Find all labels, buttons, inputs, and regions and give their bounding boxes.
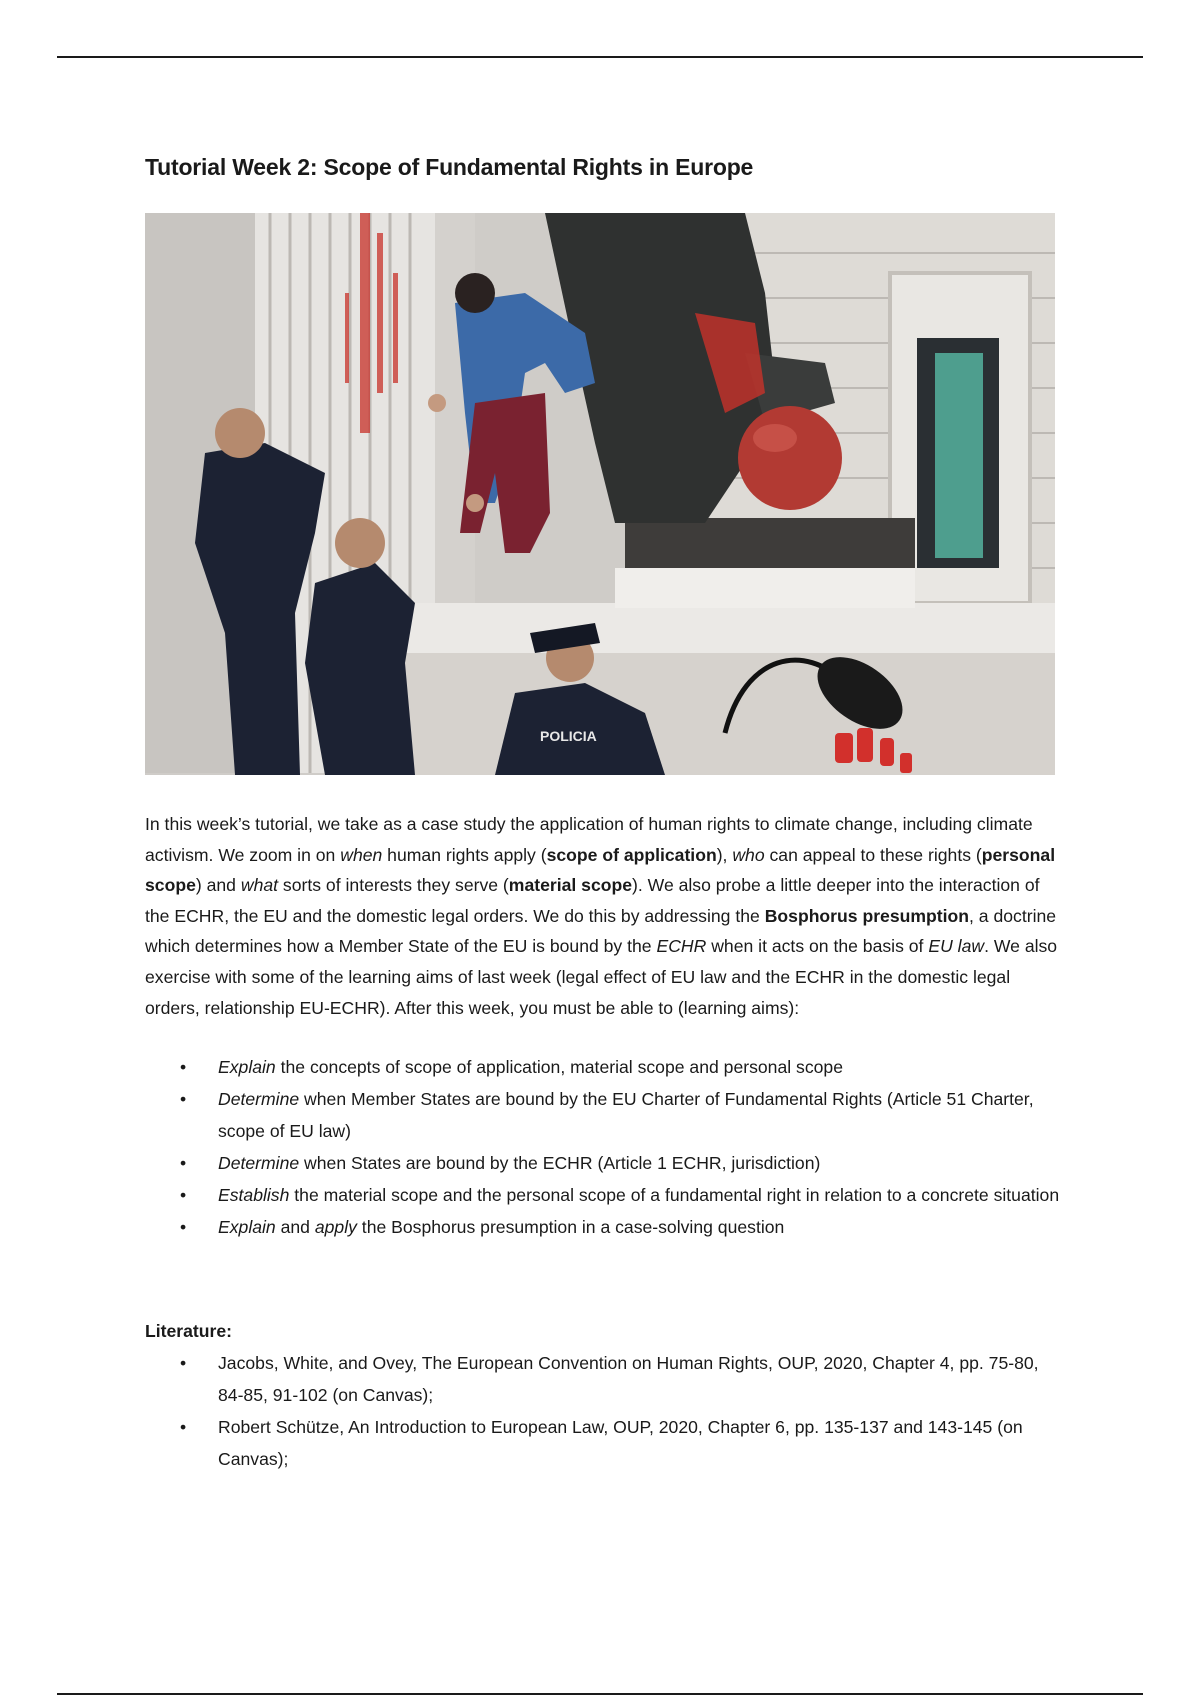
literature-list (145, 1347, 1060, 1475)
protest-photo (145, 213, 1055, 775)
list-item: • Explain the concepts of scope of application, material scope and personal scope (145, 1051, 1060, 1083)
list-item: • Robert Schütze, An Introduction to European Law, OUP, 2020, Chapter 6, pp. 135-137 and 143-145 (on Canvas); (145, 1411, 1060, 1475)
list-item: • Determine when States are bound by the ECHR (Article 1 ECHR, jurisdiction) (145, 1147, 1060, 1179)
literature-heading: Literature: (145, 1321, 233, 1342)
header-rule (57, 56, 1143, 58)
police-label: POLICIA (540, 728, 597, 744)
page-title: Tutorial Week 2: Scope of Fundamental Rights in Europe (145, 154, 754, 180)
list-item: • Jacobs, White, and Ovey, The European Convention on Human Rights, OUP, 2020, Chapter 4, pp. 75-80, 84-85, 91-102 (on Canvas); (145, 1347, 1060, 1411)
footer-rule (57, 1693, 1143, 1695)
list-item: • Explain and apply the Bosphorus presumption in a case-solving question (145, 1211, 1060, 1243)
list-item: • Establish the material scope and the personal scope of a fundamental right in relation to a concrete situation (145, 1179, 1060, 1211)
document-body (145, 140, 1060, 1475)
list-item: • Determine when Member States are bound by the EU Charter of Fundamental Rights (Article 51 Charter, scope of EU law) (145, 1083, 1060, 1147)
learning-aims-list (145, 1051, 1060, 1243)
intro-paragraph: In this week’s tutorial, we take as a case study the application of human rights to climate change, including climate activism. We zoom in on when human rights apply (scope of application), who can appeal to these rights (personal scope) and what sorts of interests they serve (material scope). We also probe a little deeper into the interaction of the ECHR, the EU and the domestic legal orders. We do this by addressing the Bosphorus presumption, a doctrine which determines how a Member State of the EU is bound by the ECHR when it acts on the basis of EU law. We also exercise with some of the learning aims of last week (legal effect of EU law and the ECHR in the domestic legal orders, relationship EU-ECHR). After this week, you must be able to (learning aims): (145, 814, 1058, 1018)
